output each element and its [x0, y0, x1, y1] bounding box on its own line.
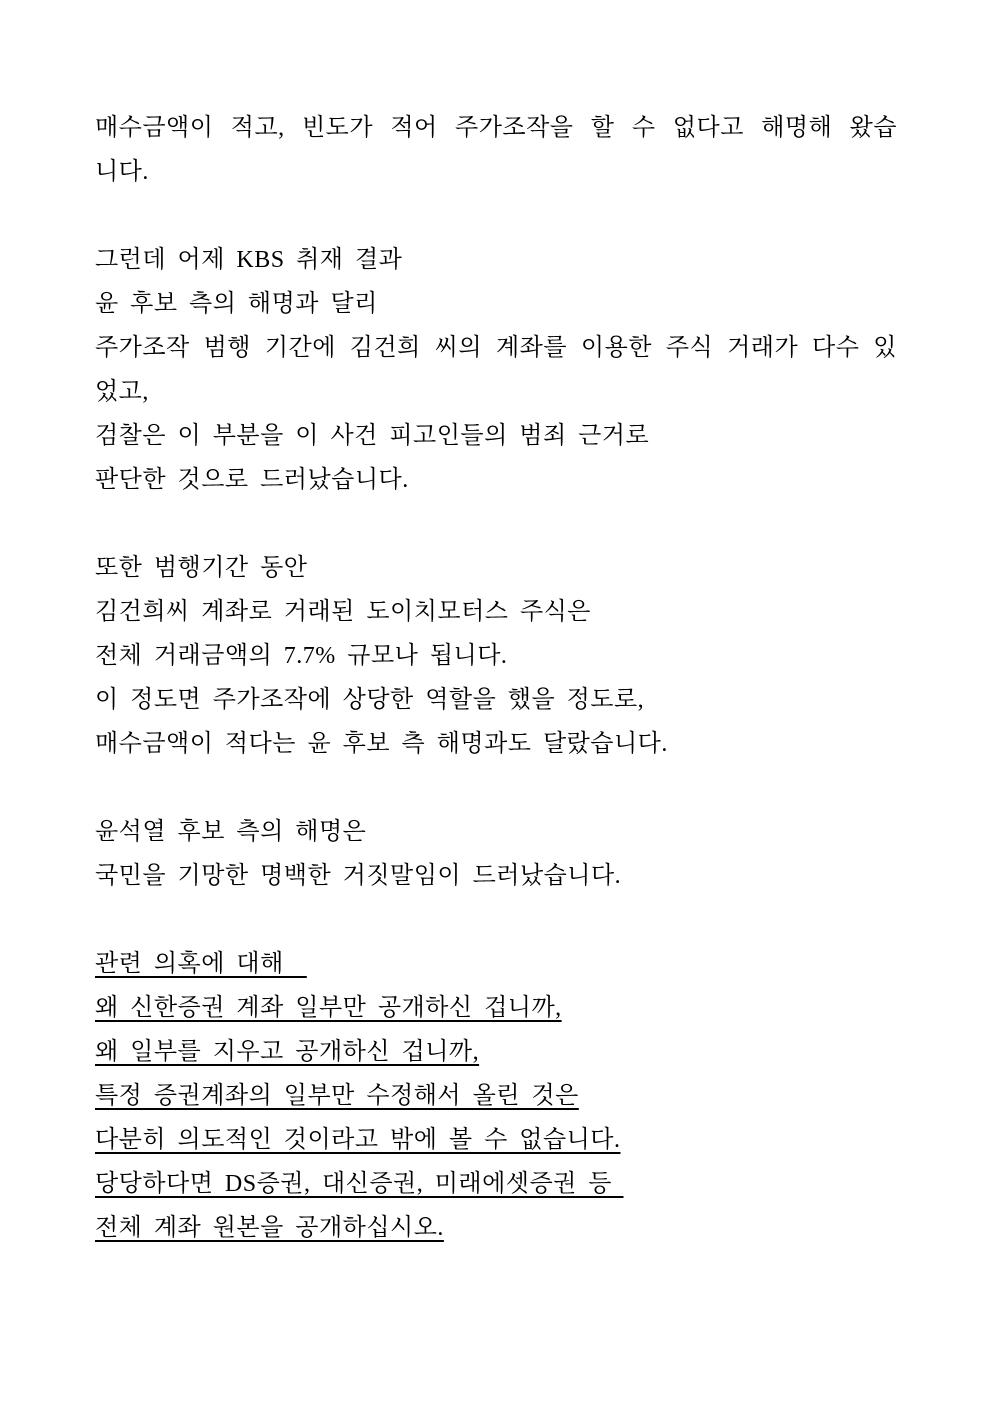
- text-line: 그런데 어제 KBS 취재 결과: [95, 247, 403, 273]
- text-line: 주가조작 범행 기간에 김건희 씨의 계좌를 이용한 주식 거래가 다수 있: [95, 335, 897, 361]
- paragraph-3: [95, 546, 897, 766]
- blank-line: [95, 502, 897, 546]
- blank-line: [95, 898, 897, 942]
- text-line: 전체 거래금액의 7.7% 규모나 됩니다.: [95, 643, 508, 669]
- underlined-text-line: 전체 계좌 원본을 공개하십시오.: [95, 1215, 444, 1241]
- paragraph-4: [95, 810, 897, 898]
- paragraph-1: [95, 106, 897, 194]
- text-line: 니다.: [95, 159, 149, 185]
- underlined-text-line: 특정 증권계좌의 일부만 수정해서 올린 것은: [95, 1083, 579, 1109]
- underlined-text-line: 왜 일부를 지우고 공개하신 겁니까,: [95, 1039, 480, 1065]
- text-line: 판단한 것으로 드러났습니다.: [95, 467, 409, 493]
- text-line: 김건희씨 계좌로 거래된 도이치모터스 주식은: [95, 599, 591, 625]
- text-line: 매수금액이 적고, 빈도가 적어 주가조작을 할 수 없다고 해명해 왔습: [95, 115, 897, 141]
- underlined-text-line: 당당하다면 DS증권, 대신증권, 미래에셋증권 등: [95, 1171, 624, 1197]
- text-line: 이 정도면 주가조작에 상당한 역할을 했을 정도로,: [95, 687, 645, 713]
- underlined-text-line: 관련 의혹에 대해: [95, 951, 307, 977]
- text-line: 검찰은 이 부분을 이 사건 피고인들의 범죄 근거로: [95, 423, 650, 449]
- paragraph-2: [95, 238, 897, 502]
- paragraph-5-underlined: [95, 942, 897, 1250]
- text-line: 또한 범행기간 동안: [95, 555, 308, 581]
- text-line: 매수금액이 적다는 윤 후보 측 해명과도 달랐습니다.: [95, 731, 668, 757]
- underlined-text-line: 다분히 의도적인 것이라고 밖에 볼 수 없습니다.: [95, 1127, 621, 1153]
- underlined-text-line: 왜 신한증권 계좌 일부만 공개하신 겁니까,: [95, 995, 562, 1021]
- blank-line: [95, 766, 897, 810]
- text-line: 윤석열 후보 측의 해명은: [95, 819, 367, 845]
- blank-line: [95, 194, 897, 238]
- text-line: 국민을 기망한 명백한 거짓말임이 드러났습니다.: [95, 863, 622, 889]
- text-line: 윤 후보 측의 해명과 달리: [95, 291, 378, 317]
- text-line: 었고,: [95, 379, 149, 405]
